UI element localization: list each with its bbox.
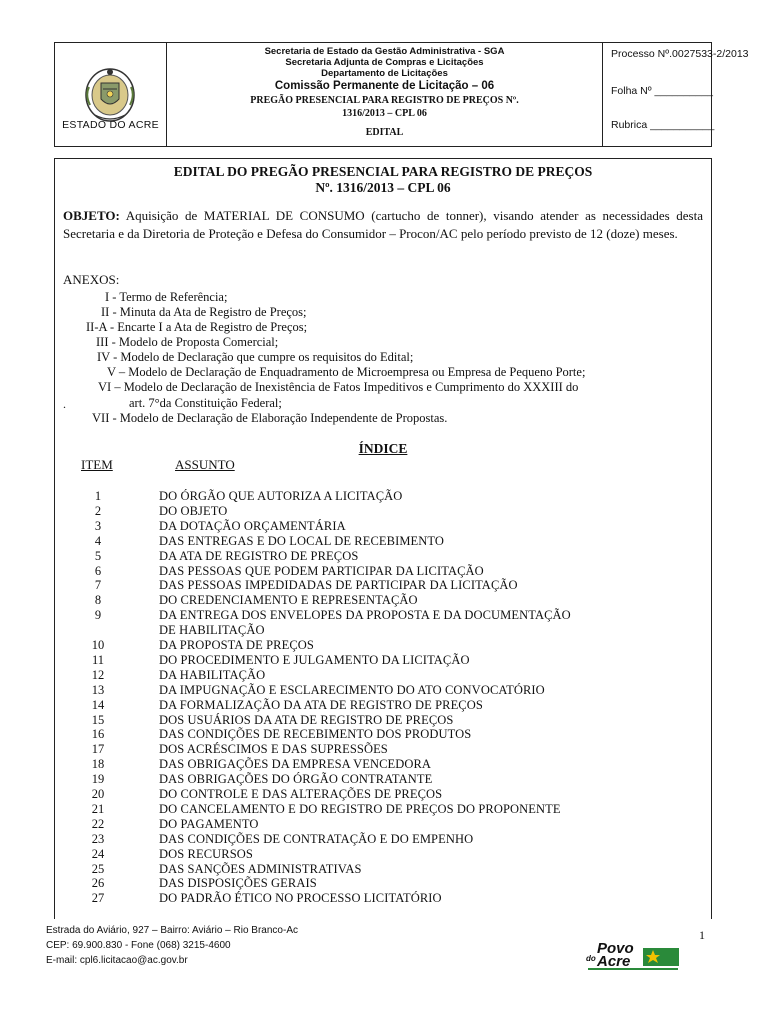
comissao-name: Comissão Permanente de Licitação – 06 [274, 80, 495, 92]
index-item-subject: DO PAGAMENTO [159, 816, 259, 831]
index-item-number: 10 [91, 638, 105, 652]
anexo-item: VII - Modelo de Declaração de Elaboração Independente de Propostas. [92, 411, 448, 425]
header-seal-cell [55, 43, 167, 146]
index-item-subject: DO CANCELAMENTO E DO REGISTRO DE PREÇOS DO PROPONENTE [159, 801, 561, 816]
index-item-number: 16 [91, 727, 105, 742]
footer-address: Estrada do Aviário, 927 – Bairro: Aviário – Rio Branco-Ac [46, 925, 298, 936]
footer-email: E-mail: cpl6.licitacao@ac.gov.br [46, 955, 188, 966]
index-item-number: 19 [91, 772, 105, 787]
logo-text-do: do [586, 954, 596, 963]
anexo-item: VI – Modelo de Declaração de Inexistência de Fatos Impeditivos e Cumprimento do XXXIII do [98, 380, 579, 394]
page-number: 1 [699, 928, 705, 942]
index-item-subject: DOS RECURSOS [159, 846, 253, 861]
index-item-subject: DA IMPUGNAÇÃO E ESCLARECIMENTO DO ATO CONVOCATÓRIO [159, 682, 545, 697]
index-item-number: 5 [94, 548, 102, 563]
secretaria-name: Secretaria de Estado da Gestão Administrativa - SGA [264, 46, 505, 57]
index-item-number: 9 [94, 608, 102, 623]
index-item-subject: DAS PESSOAS IMPEDIDADAS DE PARTICIPAR DA LICITAÇÃO [159, 578, 518, 593]
index-item-number: 8 [94, 593, 102, 608]
index-item-subject: DAS SANÇÕES ADMINISTRATIVAS [159, 861, 362, 876]
anexo-item: II-A - Encarte I a Ata de Registro de Preços; [86, 320, 308, 334]
index-item-number: 6 [94, 563, 102, 578]
index-item-subject: DE HABILITAÇÃO [159, 623, 265, 638]
index-item-subject: DA ENTREGA DOS ENVELOPES DA PROPOSTA E DA DOCUMENTAÇÃO [159, 608, 571, 623]
index-item-subject: DA DOTAÇÃO ORÇAMENTÁRIA [159, 518, 346, 533]
index-item-subject: DO ÓRGÃO QUE AUTORIZA A LICITAÇÃO [159, 489, 403, 503]
index-item-number: 27 [91, 891, 105, 906]
state-seal-icon [81, 65, 139, 125]
index-item-subject: DAS CONDIÇÕES DE CONTRATAÇÃO E DO EMPENHO [159, 831, 474, 846]
index-item-number: 21 [91, 801, 105, 816]
logo-text-povo: Povo [597, 940, 634, 957]
index-item-subject: DO PADRÃO ÉTICO NO PROCESSO LICITATÓRIO [159, 891, 442, 906]
process-number: Processo Nº.0027533-2/2013 [611, 48, 749, 60]
departamento-name: Departamento de Licitações [321, 68, 448, 79]
index-item-subject: DA HABILITAÇÃO [159, 667, 266, 682]
indice-heading: ÍNDICE [358, 441, 408, 456]
state-name: ESTADO DO ACRE [62, 119, 159, 131]
index-item-subject: DOS USUÁRIOS DA ATA DE REGISTRO DE PREÇOS [159, 712, 454, 727]
index-item-subject: DAS CONDIÇÕES DE RECEBIMENTO DOS PRODUTOS [159, 727, 472, 742]
index-item-subject: DO OBJETO [159, 503, 228, 518]
index-item-subject: DO CONTROLE E DAS ALTERAÇÕES DE PREÇOS [159, 787, 443, 801]
index-item-subject: DAS OBRIGAÇÕES DO ÓRGÃO CONTRATANTE [159, 772, 433, 787]
objeto-text: Aquisição de MATERIAL DE CONSUMO (cartucho de tonner), visando atender as necessidades desta Secretaria e da Diretoria de Proteção e Defesa do Consumidor – Procon/AC pelo período previsto de 12 (doze) meses. [63, 208, 703, 241]
index-item-subject: DAS ENTREGAS E DO LOCAL DE RECEBIMENTO [159, 533, 445, 548]
index-item-subject: DA ATA DE REGISTRO DE PREÇOS [159, 548, 359, 563]
objeto-label: OBJETO: [63, 208, 120, 223]
index-item-number: 24 [91, 846, 105, 861]
index-item-subject: DOS ACRÉSCIMOS E DAS SUPRESSÕES [159, 742, 388, 757]
index-item-number: 23 [91, 831, 105, 846]
anexo-item: III - Modelo de Proposta Comercial; [96, 335, 279, 349]
header-title-cell [167, 43, 603, 146]
anexo-item: V – Modelo de Declaração de Enquadramento de Microempresa ou Empresa de Pequeno Porte; [107, 365, 586, 379]
index-item-subject: DAS DISPOSIÇÕES GERAIS [159, 876, 317, 891]
index-item-number: 14 [91, 697, 105, 712]
index-item-number: 11 [91, 652, 105, 667]
document-subtitle: Nº. 1316/2013 – CPL 06 [315, 180, 451, 195]
index-item-number: 22 [91, 816, 105, 831]
index-item-subject: DAS PESSOAS QUE PODEM PARTICIPAR DA LICITAÇÃO [159, 563, 484, 578]
edital-label: EDITAL [365, 127, 404, 138]
footer-cep-phone: CEP: 69.900.830 - Fone (068) 3215-4600 [46, 940, 231, 951]
index-item-number: 20 [91, 787, 105, 801]
index-item-number: 25 [91, 861, 105, 876]
pregao-number: 1316/2013 – CPL 06 [342, 108, 427, 119]
anexo-item-continuation: art. 7°da Constituição Federal; [129, 396, 282, 410]
index-item-subject: DAS OBRIGAÇÕES DA EMPRESA VENCEDORA [159, 757, 432, 772]
pregao-heading: PREGÃO PRESENCIAL PARA REGISTRO DE PREÇOS Nº. [250, 95, 519, 106]
index-column-item: ITEM [81, 457, 113, 472]
index-item-subject: DO PROCEDIMENTO E JULGAMENTO DA LICITAÇÃO [159, 652, 470, 667]
folha-field: Folha Nº __________ [611, 85, 713, 97]
index-item-number: 3 [94, 518, 102, 533]
index-item-number: 18 [91, 757, 105, 772]
document-title: EDITAL DO PREGÃO PRESENCIAL PARA REGISTRO DE PREÇOS [173, 164, 593, 179]
index-item-number: 1 [94, 489, 102, 503]
anexo-item: IV - Modelo de Declaração que cumpre os requisitos do Edital; [97, 350, 414, 364]
anexo-item: I - Termo de Referência; [105, 290, 228, 304]
index-item-number: 17 [91, 742, 105, 757]
index-item-number: 12 [91, 667, 105, 682]
povo-do-acre-logo [583, 936, 683, 976]
index-column-assunto: ASSUNTO [175, 457, 235, 472]
index-item-number: 26 [91, 876, 105, 891]
index-item-number: 2 [94, 503, 102, 518]
anexos-heading: ANEXOS: [63, 272, 120, 287]
index-item-subject: DA FORMALIZAÇÃO DA ATA DE REGISTRO DE PREÇOS [159, 697, 483, 712]
logo-text-acre: Acre [597, 953, 631, 970]
document-body [54, 158, 712, 919]
anexo-item: II - Minuta da Ata de Registro de Preços; [101, 305, 307, 319]
stray-dot: . [63, 397, 66, 411]
index-item-subject: DO CREDENCIAMENTO E REPRESENTAÇÃO [159, 593, 418, 608]
index-item-number: 15 [91, 712, 105, 727]
document-header [54, 42, 749, 147]
index-item-number: 7 [94, 578, 102, 593]
index-item-number: 4 [94, 533, 102, 548]
index-item-number: 13 [91, 682, 105, 697]
adjunta-name: Secretaria Adjunta de Compras e Licitações [285, 57, 484, 68]
index-item-subject: DA PROPOSTA DE PREÇOS [159, 638, 314, 652]
objeto-paragraph [63, 207, 703, 242]
header-process-cell [603, 43, 749, 146]
rubrica-field: Rubrica ___________ [611, 119, 715, 131]
